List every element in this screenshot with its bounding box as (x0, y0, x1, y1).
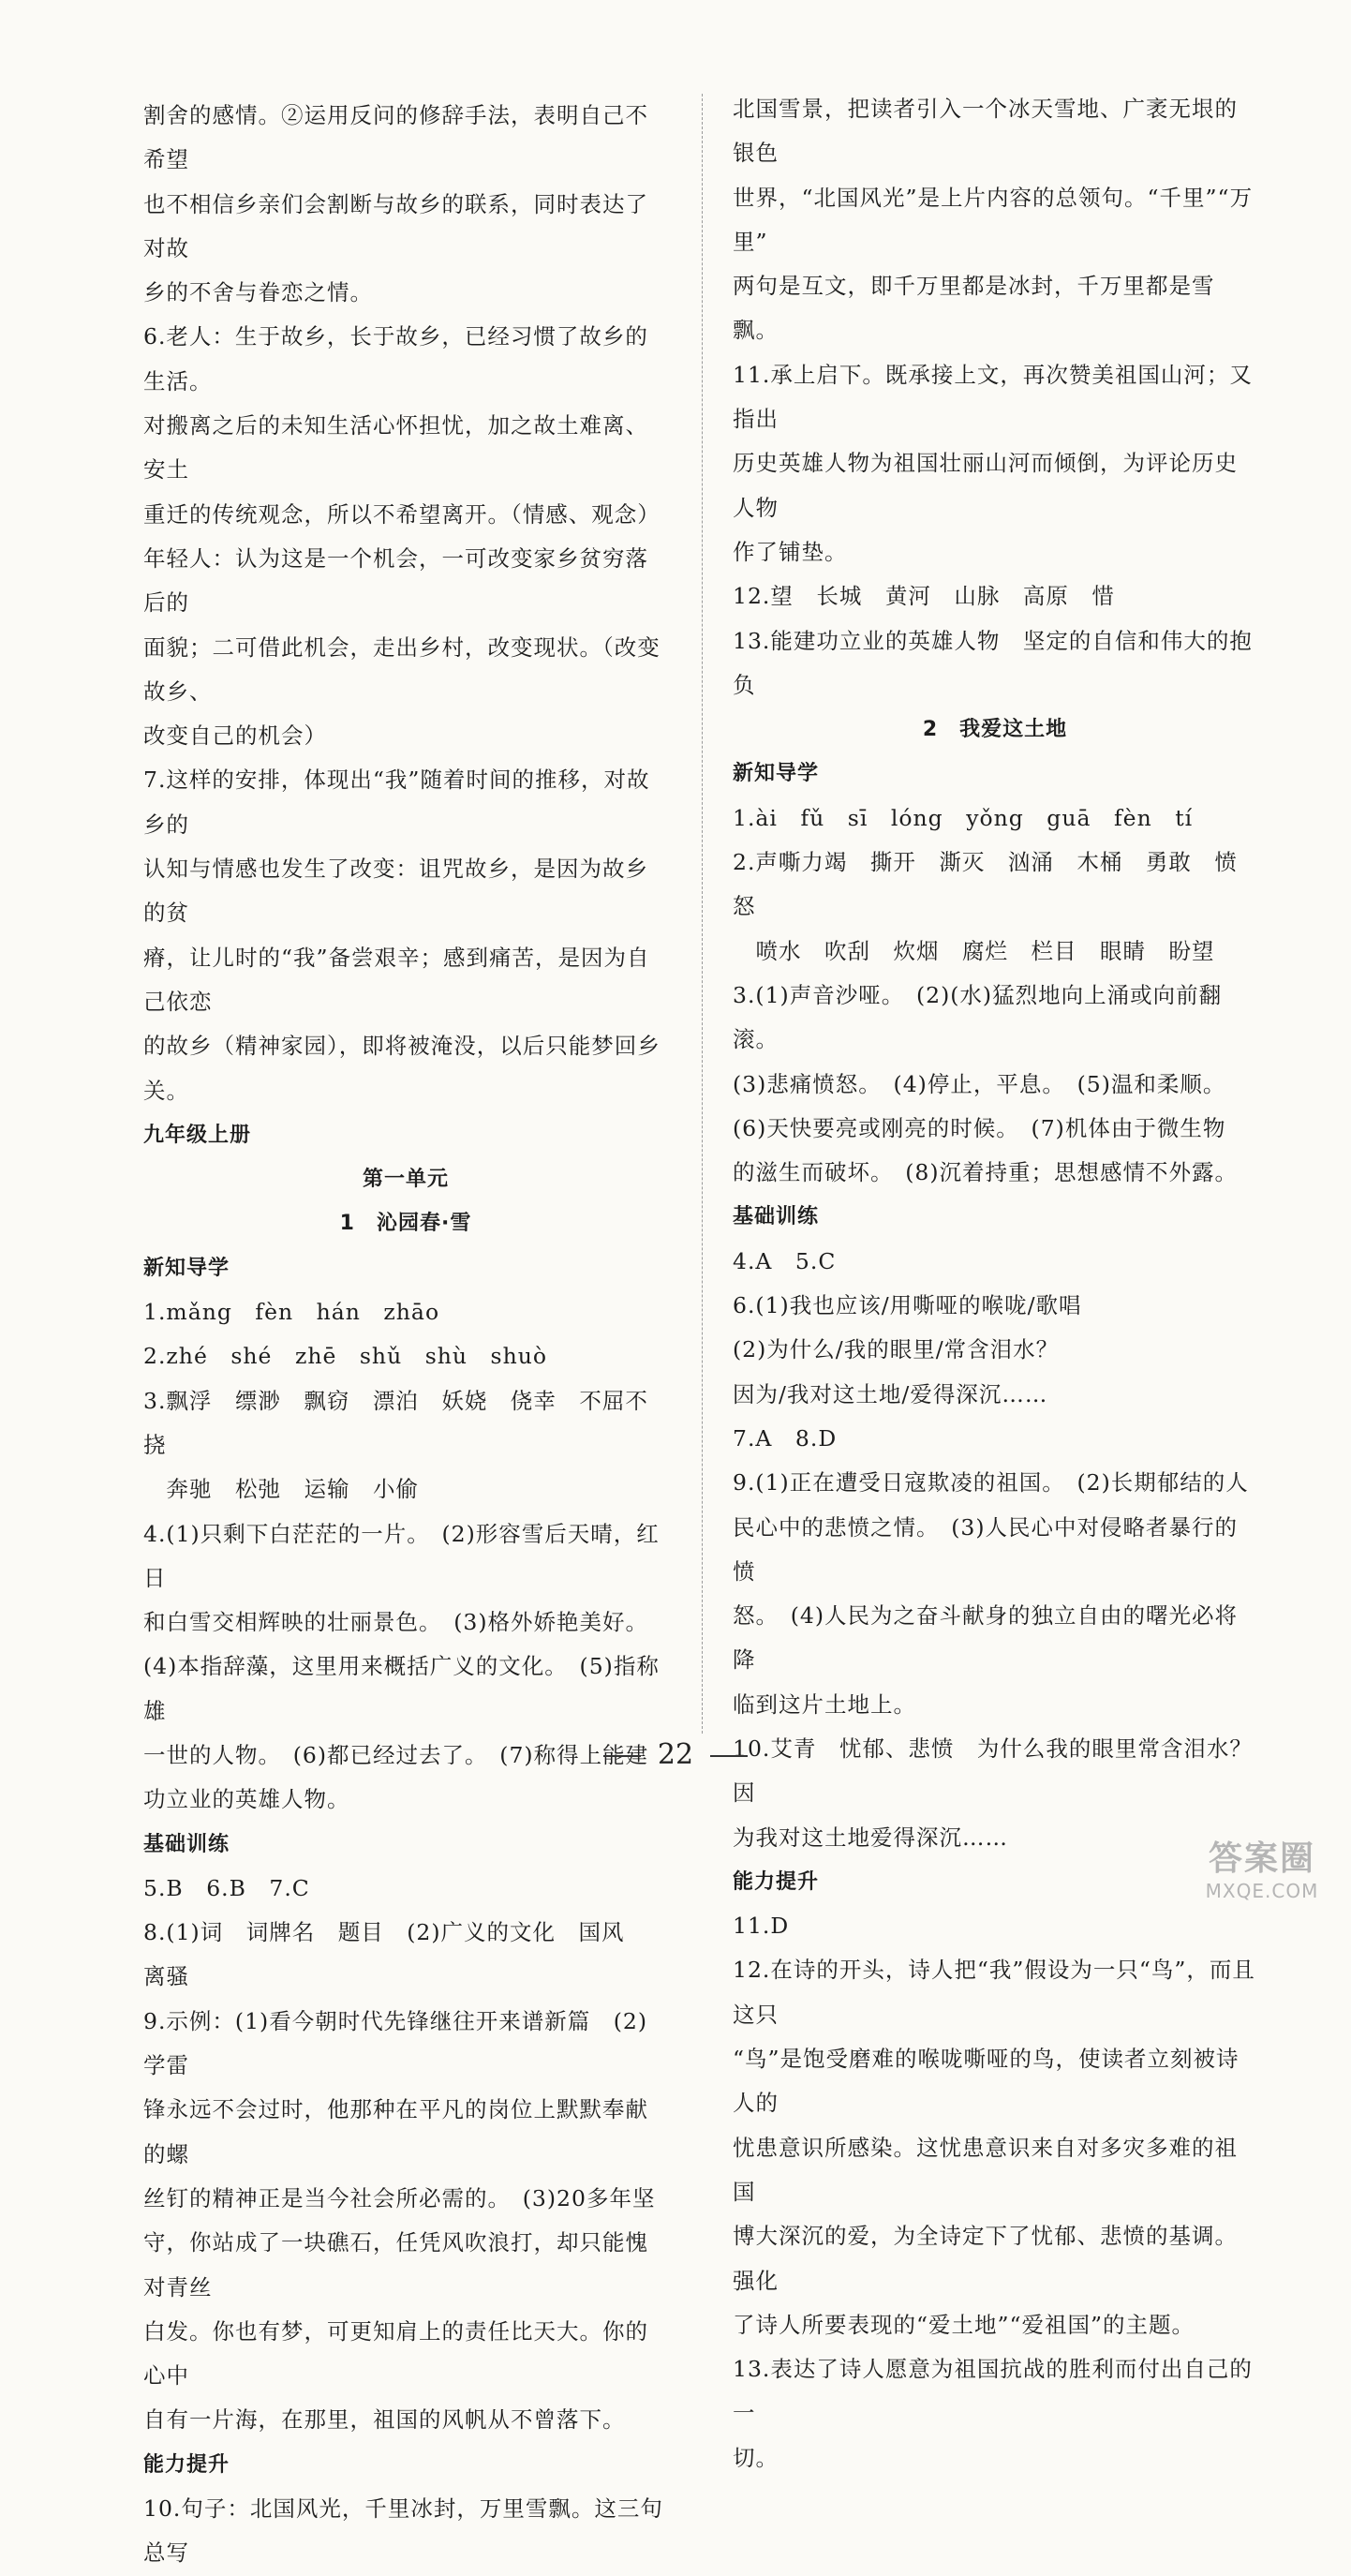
section-heading: 能力提升 (733, 1869, 820, 1894)
text-line: 白发。你也有梦，可更知肩上的责任比天大。你的心中 (143, 2317, 648, 2390)
page-number-value: 22 (657, 1738, 694, 1771)
text-line: 重迁的传统观念，所以不希望离开。（情感、观念） (143, 500, 661, 528)
text-line: 5.B 6.B 7.C (143, 1874, 310, 1901)
text-line: 也不相信乡亲们会割断与故乡的联系，同时表达了对故 (143, 190, 648, 261)
text-line: 13.表达了诗人愿意为祖国抗战的胜利而付出自己的一 (733, 2356, 1253, 2427)
text-line: 为我对这土地爱得深沉…… (733, 1824, 1008, 1851)
text-line: 12.望 长城 黄河 山脉 高原 惜 (733, 583, 1115, 610)
text-line: 了诗人所要表现的“爱土地”“爱祖国”的主题。 (733, 2311, 1195, 2338)
text-line: 乡的不舍与眷恋之情。 (143, 279, 373, 306)
left-column (143, 94, 668, 2576)
text-line: 自有一片海，在那里，祖国的风帆从不曾落下。 (143, 2406, 626, 2434)
text-line: 3.飘浮 缥渺 飘窃 漂泊 妖娆 侥幸 不屈不挠 (143, 1387, 648, 1458)
text-line: 锋永远不会过时，他那种在平凡的岗位上默默奉献的螺 (143, 2096, 648, 2167)
text-line: 10.句子：北国风光，千里冰封，万里雪飘。这三句总写 (143, 2495, 663, 2567)
text-line: 4.(1)只剩下白茫茫的一片。 (2)形容雪后天晴，红日 (143, 1520, 660, 1591)
text-line: 7.A 8.D (733, 1424, 838, 1452)
text-line: 1.mǎng fèn hán zhāo (143, 1299, 440, 1326)
text-line: 6.老人：生于故乡，长于故乡，已经习惯了故乡的生活。 (143, 323, 648, 395)
text-line: 13.能建功立业的英雄人物 坚定的自信和伟大的抱负 (733, 627, 1253, 698)
watermark-logo-text: 答案圈 (1208, 1839, 1315, 1878)
section-heading: 基础训练 (733, 1205, 820, 1229)
text-line: 对搬离之后的未知生活心怀担忧，加之故土难离、安土 (143, 412, 648, 484)
text-line: 4.A 5.C (733, 1247, 837, 1274)
text-line: (2)为什么/我的眼里/常含泪水？ (733, 1336, 1060, 1363)
text-line: (4)本指辞藻，这里用来概括广义的文化。 (5)指称雄 (143, 1653, 660, 1724)
page-number-dash-right (710, 1755, 748, 1757)
lesson-title: 1 沁园春·雪 (339, 1212, 472, 1236)
text-line: “鸟”是饱受磨难的喉咙嘶哑的鸟，使读者立刻被诗人的 (733, 2046, 1240, 2117)
text-line: 的滋生而破坏。 (8)沉着持重；思想感情不外露。 (733, 1159, 1239, 1186)
text-line: 丝钉的精神正是当今社会所必需的。 (3)20多年坚 (143, 2184, 656, 2211)
site-watermark (1182, 1839, 1342, 1913)
text-line: 面貌；二可借此机会，走出乡村，改变现状。（改变故乡、 (143, 633, 661, 705)
text-line: 作了铺垫。 (733, 538, 848, 565)
page-number (0, 1738, 1351, 1771)
lesson-title: 2 我爱这土地 (922, 718, 1068, 742)
section-heading: 基础训练 (143, 1832, 230, 1856)
text-line: 1.ài fǔ sī lóng yǒng guā fèn tí (733, 804, 1194, 831)
text-line: 怒。 (4)人民为之奋斗献身的独立自由的曙光必将降 (733, 1602, 1239, 1674)
text-line: 10.艾青 忧郁、悲愤 为什么我的眼里常含泪水？因 (733, 1735, 1253, 1807)
text-line: 7.这样的安排，体现出“我”随着时间的推移，对故乡的 (143, 767, 650, 838)
text-line: (3)悲痛愤怒。 (4)停止，平息。 (5)温和柔顺。 (733, 1070, 1226, 1097)
text-line: 11.承上启下。既承接上文，再次赞美祖国山河；又指出 (733, 361, 1253, 433)
text-line: 割舍的感情。②运用反问的修辞手法，表明自己不希望 (143, 102, 648, 173)
text-line: 和白雪交相辉映的壮丽景色。 (3)格外娇艳美好。 (143, 1609, 649, 1636)
text-line: 忧患意识所感染。这忧患意识来自对多灾多难的祖国 (733, 2134, 1238, 2205)
text-line: 世界，“北国风光”是上片内容的总领句。“千里”“万里” (733, 184, 1254, 255)
text-line: 8.(1)词 词牌名 题目 (2)广义的文化 国风 (143, 1919, 625, 1946)
text-line: 临到这片土地上。 (733, 1690, 916, 1718)
watermark-domain: MXQE.COM (1205, 1880, 1319, 1902)
text-line: 北国雪景，把读者引入一个冰天雪地、广袤无垠的银色 (733, 96, 1238, 167)
section-heading: 新知导学 (733, 762, 820, 786)
text-line: 两句是互文，即千万里都是冰封，千万里都是雪飘。 (733, 273, 1215, 344)
text-line: 3.(1)声音沙哑。 (2)(水)猛烈地向上涌或向前翻滚。 (733, 981, 1223, 1053)
text-line: 奔驰 松弛 运输 小偷 (143, 1476, 419, 1503)
text-line: 功立业的英雄人物。 (143, 1786, 350, 1813)
text-line: 认知与情感也发生了改变：诅咒故乡，是因为故乡的贫 (143, 856, 648, 927)
text-line: 瘠，让儿时的“我”备尝艰辛；感到痛苦，是因为自己依恋 (143, 944, 650, 1015)
text-line: 历史英雄人物为祖国壮丽山河而倾倒，为评论历史人物 (733, 450, 1238, 521)
text-line: 博大深沉的爱，为全诗定下了忧郁、悲愤的基调。强化 (733, 2223, 1238, 2294)
text-line: 一世的人物。 (6)都已经过去了。 (7)称得上能建 (143, 1741, 649, 1768)
volume-heading: 九年级上册 (143, 1123, 252, 1147)
text-line: 6.(1)我也应该/用嘶哑的喉咙/歌唱 (733, 1292, 1082, 1319)
text-line: 喷水 吹刮 炊烟 腐烂 栏目 眼睛 盼望 (733, 937, 1215, 964)
section-heading: 能力提升 (143, 2452, 230, 2477)
text-line: 9.示例：(1)看今朝时代先锋继往开来谱新篇 (2)学雷 (143, 2007, 647, 2079)
text-line: 11.D (733, 1913, 790, 1940)
text-line: (6)天快要亮或刚亮的时候。 (7)机体由于微生物 (733, 1114, 1226, 1141)
text-line: 改变自己的机会） (143, 722, 327, 750)
text-line: 2.声嘶力竭 撕开 澌灭 汹涌 木桶 勇敢 愤怒 (733, 849, 1238, 920)
text-line: 12.在诗的开头，诗人把“我”假设为一只“鸟”，而且这只 (733, 1957, 1255, 2028)
text-line: 的故乡（精神家园），即将被淹没，以后只能梦回乡关。 (143, 1033, 661, 1104)
right-column (733, 87, 1257, 2480)
column-divider (702, 94, 703, 1734)
text-line: 因为/我对这土地/爱得深沉…… (733, 1380, 1048, 1407)
text-line: 守，你站成了一块礁石，任凭风吹浪打，却只能愧对青丝 (143, 2229, 648, 2301)
text-line: 切。 (733, 2444, 779, 2471)
section-heading: 新知导学 (143, 1256, 230, 1280)
unit-heading: 第一单元 (362, 1168, 449, 1192)
page-number-dash-left (603, 1755, 641, 1757)
text-line: 2.zhé shé zhē shǔ shù shuò (143, 1343, 548, 1370)
text-line: 民心中的悲愤之情。 (3)人民心中对侵略者暴行的愤 (733, 1513, 1239, 1585)
text-line: 离骚 (143, 1963, 189, 1990)
text-line: 年轻人：认为这是一个机会，一可改变家乡贫穷落后的 (143, 544, 648, 617)
text-line: 9.(1)正在遭受日寇欺凌的祖国。 (2)长期郁结的人 (733, 1469, 1249, 1496)
